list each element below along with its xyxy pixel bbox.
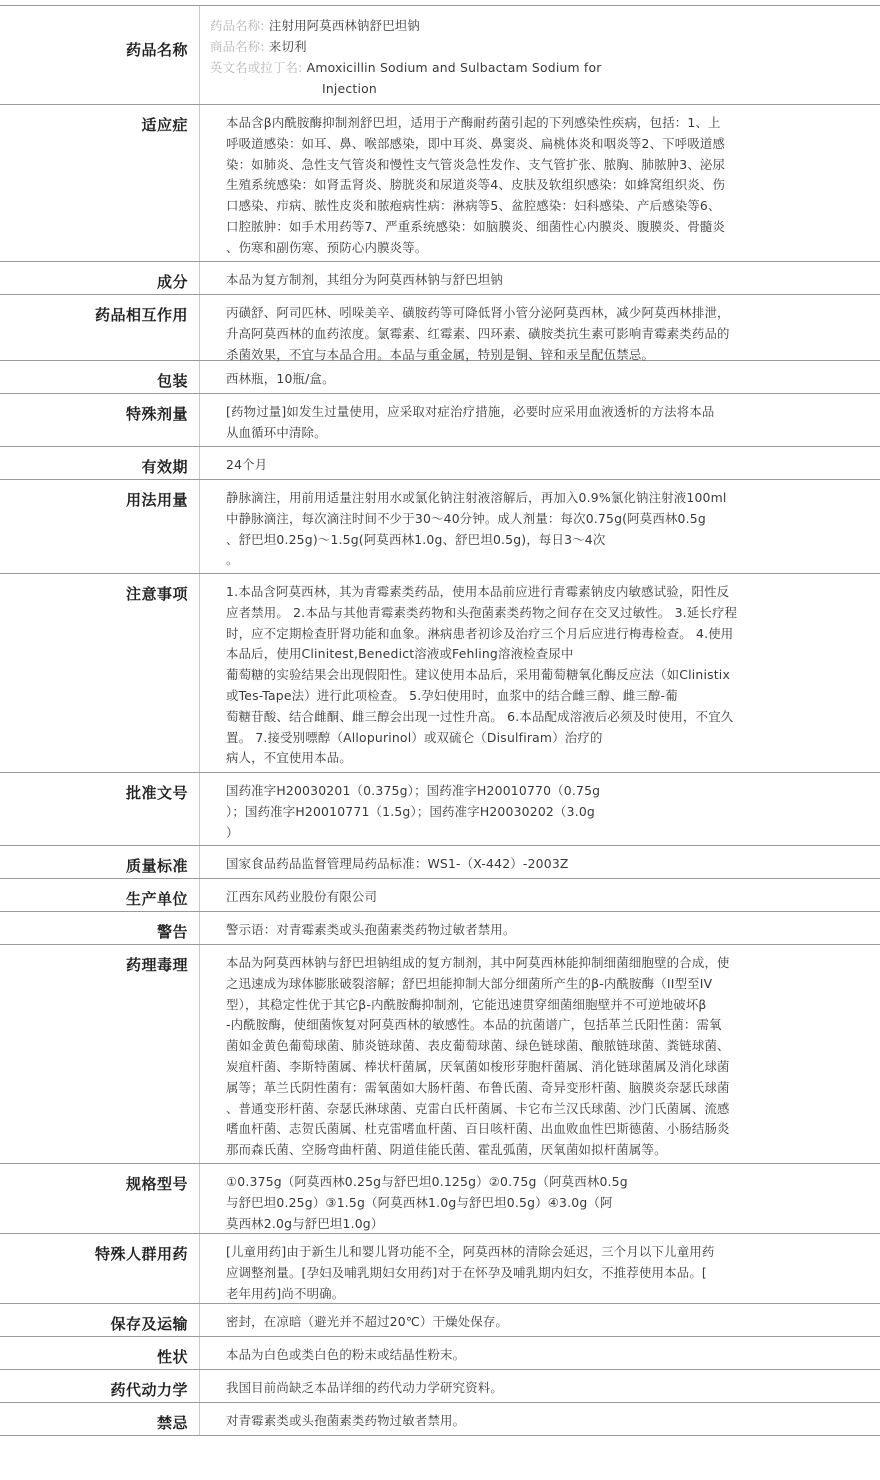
row-label: 警告 — [0, 912, 200, 944]
text-line: 、普通变形杆菌、奈瑟氏淋球菌、克雷白氏杆菌属、卡它布兰汉氏球菌、沙门氏菌属、流感 — [226, 1100, 730, 1116]
text-line: 炭疽杆菌、李斯特菌属、棒状杆菌属，厌氧菌如梭形芽胞杆菌属、消化链球菌属及消化球菌 — [226, 1058, 730, 1074]
row-content — [200, 1304, 880, 1336]
row-label: 质量标准 — [0, 846, 200, 878]
row-label: 禁忌 — [0, 1403, 200, 1435]
text-line: 1.本品含阿莫西林，其为青霉素类药品，使用本品前应进行青霉素钠皮内敏感试验，阳性反 — [226, 584, 730, 599]
text-line: 从血循环中清除。 — [226, 424, 327, 440]
table-row-manufacturer — [0, 879, 880, 912]
text-line: 呼吸道感染：如耳、鼻、喉部感染，即中耳炎、鼻窦炎、扁桃体炎和咽炎等2、下呼吸道感 — [226, 135, 726, 151]
table-row-drug-name — [0, 6, 880, 105]
text-line: 或Tes-Tape法）进行此项检查。 5.孕妇使用时，血浆中的结合雌三醇、雌三醇-葡 — [226, 687, 678, 703]
text-line: 染：如肺炎、急性支气管炎和慢性支气管炎急性发作、支气管扩张、脓胸、肺脓肿3、泌尿 — [226, 156, 726, 172]
table-row-precautions — [0, 574, 880, 773]
text-line: 国药准字H20030201（0.375g）；国药准字H20010770（0.75g — [226, 783, 601, 798]
text-line: 24个月 — [226, 457, 268, 472]
text-line: 丙磺舒、阿司匹林、吲哚美辛、磺胺药等可降低肾小管分泌阿莫西林，减少阿莫西林排泄， — [226, 305, 730, 320]
row-label: 生产单位 — [0, 879, 200, 911]
text-line: 时，应不定期检查肝肾功能和血象。淋病患者初诊及治疗三个月后应进行梅毒检查。 4.使用 — [226, 625, 734, 641]
row-content — [200, 295, 880, 360]
row-content — [200, 879, 880, 911]
row-label: 批准文号 — [0, 773, 200, 845]
row-content — [200, 1164, 880, 1233]
table-row-storage — [0, 1304, 880, 1337]
row-label: 保存及运输 — [0, 1304, 200, 1336]
row-content — [200, 262, 880, 294]
text-line: 老年用药]尚不明确。 — [226, 1285, 345, 1301]
row-label: 药品相互作用 — [0, 295, 200, 360]
table-row-special-dosage — [0, 394, 880, 447]
text-line: 江西东风药业股份有限公司 — [226, 889, 378, 904]
table-row-interactions — [0, 295, 880, 361]
text-line: 与舒巴坦0.25g）③1.5g（阿莫西林1.0g与舒巴坦0.5g）④3.0g（阿 — [226, 1194, 613, 1210]
generic-name-value: 注射用阿莫西林钠舒巴坦钠 — [268, 18, 420, 33]
table-row-contraindications — [0, 1403, 880, 1436]
text-line: 。 — [226, 552, 239, 568]
text-line: 国家食品药品监督管理局药品标准：WS1-（X-442）-2003Z — [226, 856, 569, 871]
row-label: 规格型号 — [0, 1164, 200, 1233]
row-content — [200, 574, 880, 772]
row-content — [200, 105, 880, 261]
text-line: 本品为复方制剂，其组分为阿莫西林钠与舒巴坦钠 — [226, 272, 503, 287]
row-label: 特殊人群用药 — [0, 1234, 200, 1303]
row-label: 特殊剂量 — [0, 394, 200, 446]
text-line: 应者禁用。 2.本品与其他青霉素类药物和头孢菌素类药物之间存在交叉过敏性。 3.延长疗程 — [226, 604, 738, 620]
text-line: 升高阿莫西林的血药浓度。氯霉素、红霉素、四环素、磺胺类抗生素可影响青霉素类药品的 — [226, 325, 730, 341]
text-line: 菌如金黄色葡萄球菌、肺炎链球菌、表皮葡萄球菌、绿色链球菌、酿脓链球菌、粪链球菌、 — [226, 1038, 730, 1054]
table-row-pharmacology — [0, 945, 880, 1164]
text-line: ①0.375g（阿莫西林0.25g与舒巴坦0.125g）②0.75g（阿莫西林0.5g — [226, 1174, 628, 1189]
english-name-line — [210, 57, 870, 78]
text-line: 本品含β内酰胺酶抑制剂舒巴坦，适用于产酶耐药菌引起的下列感染性疾病，包括：1、上 — [226, 115, 721, 130]
row-content — [200, 912, 880, 944]
text-line: 、舒巴坦0.25g)～1.5g(阿莫西林1.0g、舒巴坦0.5g)，每日3～4次 — [226, 531, 606, 547]
text-line: 葡萄糖的实验结果会出现假阳性。建议使用本品后，采用葡萄糖氧化酶反应法（如Clinistix — [226, 667, 730, 683]
text-line: [儿童用药]由于新生儿和婴儿肾功能不全，阿莫西林的清除会延迟，三个月以下儿童用药 — [226, 1244, 715, 1259]
table-row-shelf-life — [0, 447, 880, 480]
table-row-special-populations — [0, 1234, 880, 1304]
text-line: 口感染、疖病、脓性皮炎和脓疱病性病：淋病等5、盆腔感染：妇科感染、产后感染等6、 — [226, 198, 721, 214]
row-content — [200, 447, 880, 479]
row-label: 药代动力学 — [0, 1370, 200, 1402]
row-content — [200, 394, 880, 446]
generic-name-line — [210, 15, 870, 36]
text-line: 我国目前尚缺乏本品详细的药代动力学研究资料。 — [226, 1380, 503, 1395]
table-row-warning — [0, 912, 880, 945]
row-label: 药品名称 — [0, 6, 200, 104]
english-name-value: Amoxicillin Sodium and Sulbactam Sodium for — [306, 60, 602, 75]
row-label: 成分 — [0, 262, 200, 294]
table-row-pharmacokinetics — [0, 1370, 880, 1403]
table-row-ingredients — [0, 262, 880, 295]
row-content — [200, 773, 880, 845]
row-content — [200, 1234, 880, 1303]
row-content — [200, 6, 880, 104]
text-line: 对青霉素类或头孢菌素类药物过敏者禁用。 — [226, 1413, 466, 1428]
text-line: 西林瓶，10瓶/盒。 — [226, 371, 335, 386]
row-label: 药理毒理 — [0, 945, 200, 1163]
text-line: 密封，在凉暗（避光并不超过20℃）干燥处保存。 — [226, 1314, 509, 1329]
row-label: 有效期 — [0, 447, 200, 479]
text-line: ）；国药准字H20010771（1.5g）；国药准字H20030202（3.0g — [226, 803, 595, 819]
row-label: 用法用量 — [0, 480, 200, 573]
text-line: 本品后，使用Clinitest,Benedict溶液或Fehling溶液检查尿中 — [226, 646, 574, 662]
row-label: 性状 — [0, 1337, 200, 1369]
text-line: 嗜血杆菌、志贺氏菌属、杜克雷嗜血杆菌、百日咳杆菌、出血败血性巴斯德菌、小肠结肠炎 — [226, 1121, 730, 1137]
row-label: 注意事项 — [0, 574, 200, 772]
drug-info-table — [0, 5, 880, 1436]
text-line: 之迅速成为球体膨胀破裂溶解；舒巴坦能抑制大部分细菌所产生的β-内酰胺酶（II型至IV — [226, 975, 713, 991]
text-line: 型），其稳定性优于其它β-内酰胺酶抑制剂，它能迅速贯穿细菌细胞壁并不可逆地破坏β — [226, 996, 707, 1012]
text-line: 那而森氏菌、空肠弯曲杆菌、阴道佳能氏菌、霍乱弧菌，厌氧菌如拟杆菌属等。 — [226, 1142, 667, 1158]
row-label: 包装 — [0, 361, 200, 393]
text-line: 莫西林2.0g与舒巴坦1.0g） — [226, 1215, 384, 1231]
row-content — [200, 1337, 880, 1369]
row-content — [200, 361, 880, 393]
text-line: 、伤寒和副伤寒、预防心内膜炎等。 — [226, 239, 428, 255]
text-line: 应调整剂量。[孕妇及哺乳期妇女用药]对于在怀孕及哺乳期内妇女，不推荐使用本品。[ — [226, 1264, 707, 1280]
text-line: 静脉滴注，用前用适量注射用水或氯化钠注射液溶解后，再加入0.9%氯化钠注射液100ml — [226, 490, 727, 505]
text-line: 置。 7.接受别嘌醇（Allopurinol）或双硫仑（Disulfiram）治疗的 — [226, 729, 603, 745]
text-line: 病人，不宜使用本品。 — [226, 750, 352, 766]
row-content — [200, 945, 880, 1163]
table-row-approval-number — [0, 773, 880, 846]
english-name-continuation: Injection — [322, 81, 377, 96]
table-row-description — [0, 1337, 880, 1370]
table-row-specifications — [0, 1164, 880, 1234]
table-row-quality-standard — [0, 846, 880, 879]
text-line: -内酰胺酶，使细菌恢复对阿莫西林的敏感性。本品的抗菌谱广，包括革兰氏阳性菌：需氧 — [226, 1017, 722, 1033]
trade-name-value: 来切利 — [268, 39, 307, 54]
row-content — [200, 1370, 880, 1402]
table-row-packaging — [0, 361, 880, 394]
trade-name-label: 商品名称: — [210, 39, 265, 54]
text-line: [药物过量]如发生过量使用，应采取对症治疗措施，必要时应采用血液透析的方法将本品 — [226, 404, 715, 419]
table-row-dosage — [0, 480, 880, 574]
trade-name-line — [210, 36, 870, 57]
row-content — [200, 846, 880, 878]
row-content — [200, 1403, 880, 1435]
text-line: ） — [226, 824, 239, 840]
text-line: 杀菌效果，不宜与本品合用。本品与重金属，特别是铜、锌和汞呈配伍禁忌。 — [226, 346, 655, 362]
generic-name-label: 药品名称: — [210, 18, 265, 33]
text-line: 萄糖苷酸、结合雌酮、雌三醇会出现一过性升高。 6.本品配成溶液后必须及时使用，不宜久 — [226, 708, 734, 724]
text-line: 警示语：对青霉素类或头孢菌素类药物过敏者禁用。 — [226, 922, 516, 937]
table-row-indications — [0, 105, 880, 262]
row-content — [200, 480, 880, 573]
text-line: 中静脉滴注，每次滴注时间不少于30～40分钟。成人剂量：每次0.75g(阿莫西林0.5g — [226, 510, 706, 526]
english-name-label: 英文名或拉丁名: — [210, 60, 303, 75]
text-line: 口腔脓肿：如手术用药等7、严重系统感染：如脑膜炎、细菌性心内膜炎、腹膜炎、骨髓炎 — [226, 218, 726, 234]
row-label: 适应症 — [0, 105, 200, 261]
text-line: 属等；革兰氏阴性菌有：需氧菌如大肠杆菌、布鲁氏菌、奇异变形杆菌、脑膜炎奈瑟氏球菌 — [226, 1079, 730, 1095]
text-line: 本品为白色或类白色的粉末或结晶性粉末。 — [226, 1347, 466, 1362]
sections-container — [0, 105, 880, 1436]
text-line: 生殖系统感染：如肾盂肾炎、膀胱炎和尿道炎等4、皮肤及软组织感染：如蜂窝组织炎、伤 — [226, 177, 726, 193]
text-line: 本品为阿莫西林钠与舒巴坦钠组成的复方制剂，其中阿莫西林能抑制细菌细胞壁的合成，使 — [226, 955, 730, 970]
